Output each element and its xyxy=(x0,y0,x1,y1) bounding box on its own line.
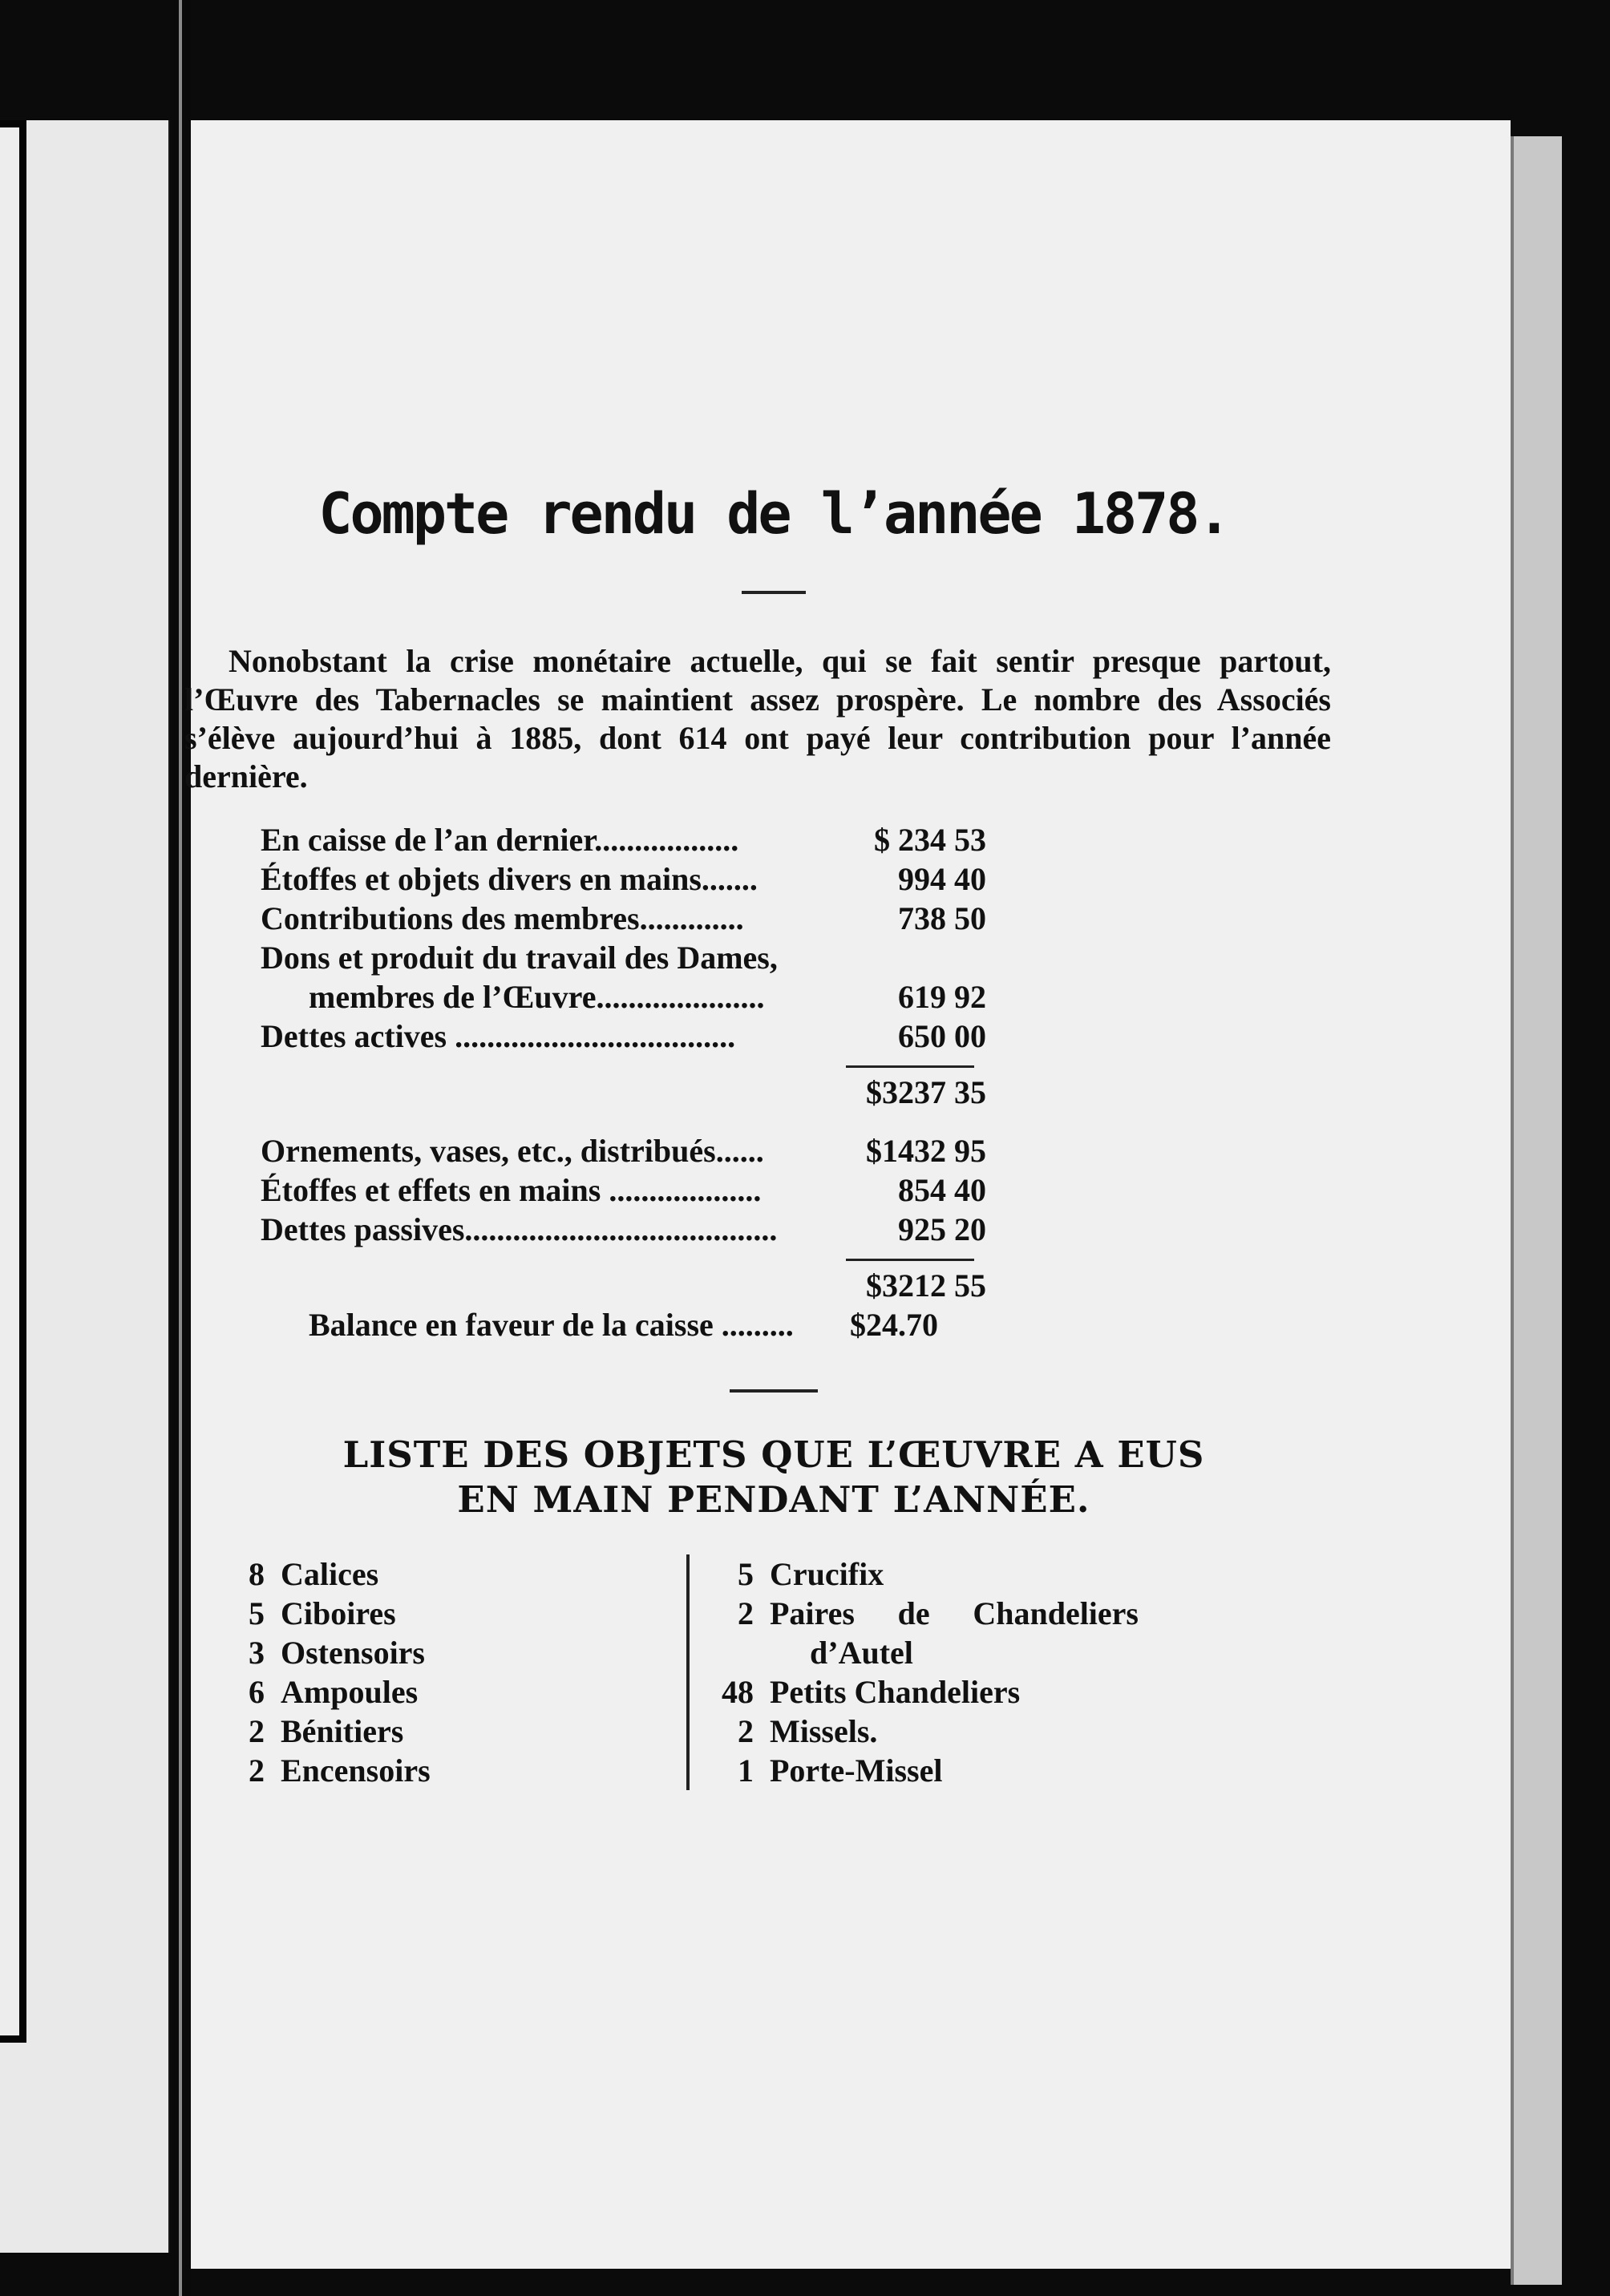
page-title: Compte rendu de l’année 1878. xyxy=(318,481,1229,547)
ledger-row xyxy=(216,820,1331,859)
ledger-amount: 854 40 xyxy=(898,1172,986,1208)
ledger-row xyxy=(216,1170,1331,1210)
item-quantity: 3 xyxy=(249,1635,265,1671)
item-quantity xyxy=(706,1633,770,1672)
expenses-total-row xyxy=(216,1266,1331,1305)
item-quantity: 48 xyxy=(722,1674,754,1710)
receipts-list xyxy=(216,820,1331,1056)
list-title-line: LISTE DES OBJETS QUE L’ŒUVRE A EUS xyxy=(342,1433,1205,1476)
list-title xyxy=(216,1433,1331,1522)
page-content xyxy=(184,353,1331,1790)
ledger-row xyxy=(216,1017,1331,1056)
item-quantity: 2 xyxy=(738,1595,754,1631)
ledger-label: Dettes actives ................................... xyxy=(261,1018,736,1054)
ledger-amount: 994 40 xyxy=(898,861,986,897)
ledger-row xyxy=(216,1131,1331,1170)
intro-paragraph: Nonobstant la crise monétaire actuelle, qui se fait sentir presque partout, l’Œuvre des Tabernacles se maintient assez prospère. Le nombre des Associés s’élève aujourd’hui à 1885, dont 614 ont payé leur contribution pour l’année dernière. xyxy=(184,643,1331,794)
ledger-amount: 619 92 xyxy=(898,979,986,1015)
ledger-label: Étoffes et objets divers en mains....... xyxy=(261,861,758,897)
list-item xyxy=(706,1594,1139,1633)
ledger-label: Dons et produit du travail des Dames, xyxy=(261,940,778,976)
ledger-amount: 650 00 xyxy=(898,1018,986,1054)
list-title-line: EN MAIN PENDANT L’ANNÉE. xyxy=(457,1478,1090,1521)
item-name: Ciboires xyxy=(281,1595,396,1631)
ledger xyxy=(216,820,1331,1345)
item-name: Bénitiers xyxy=(281,1713,404,1749)
ledger-amount xyxy=(842,938,986,977)
item-name: Encensoirs xyxy=(281,1752,431,1789)
title-rule xyxy=(742,591,806,594)
list-item xyxy=(216,1594,686,1633)
ledger-row xyxy=(216,899,1331,938)
ledger-amount: $1432 95 xyxy=(866,1133,986,1169)
receipts-total: $3237 35 xyxy=(866,1074,986,1110)
ledger-row xyxy=(216,859,1331,899)
item-name: Crucifix xyxy=(770,1556,884,1592)
ledger-label: membres de l’Œuvre..................... xyxy=(309,979,765,1015)
total-rule xyxy=(846,1259,974,1261)
ledger-label: Dettes passives....................................... xyxy=(261,1211,778,1247)
left-page-frame xyxy=(0,120,26,2043)
item-quantity: 8 xyxy=(249,1556,265,1592)
list-item xyxy=(216,1712,686,1751)
list-item xyxy=(706,1751,1139,1790)
page-edge xyxy=(1511,136,1562,2285)
list-item xyxy=(216,1633,686,1672)
total-rule xyxy=(846,1065,974,1068)
ledger-amount: $ 234 53 xyxy=(874,822,986,858)
item-name: Calices xyxy=(281,1556,379,1592)
item-quantity: 1 xyxy=(738,1752,754,1789)
item-quantity: 6 xyxy=(249,1674,265,1710)
list-item xyxy=(706,1712,1139,1751)
ledger-row xyxy=(216,977,1331,1017)
item-name: Missels. xyxy=(770,1713,878,1749)
item-name: Porte-Missel xyxy=(770,1752,943,1789)
expenses-total: $3212 55 xyxy=(866,1267,986,1304)
item-name: Paires de Chandeliers xyxy=(770,1595,1139,1631)
list-item xyxy=(216,1751,686,1790)
list-item xyxy=(706,1633,1139,1672)
list-item xyxy=(706,1554,1139,1594)
list-item xyxy=(216,1554,686,1594)
ledger-row xyxy=(216,1210,1331,1249)
ledger-row xyxy=(216,938,1331,977)
objects-column-left xyxy=(216,1554,690,1790)
objects-list xyxy=(216,1554,1331,1790)
item-name: Ampoules xyxy=(281,1674,419,1710)
expenses-list xyxy=(216,1131,1331,1249)
ledger-amount: 925 20 xyxy=(898,1211,986,1247)
book-binding xyxy=(170,0,191,2296)
ledger-amount: 738 50 xyxy=(898,900,986,936)
balance-row xyxy=(216,1305,1331,1345)
item-name: Petits Chandeliers xyxy=(770,1674,1021,1710)
ledger-label: Ornements, vases, etc., distribués...... xyxy=(261,1133,764,1169)
ledger-label: Contributions des membres............. xyxy=(261,900,744,936)
item-quantity: 5 xyxy=(738,1556,754,1592)
item-quantity: 2 xyxy=(249,1713,265,1749)
item-name: Ostensoirs xyxy=(281,1635,425,1671)
ledger-label: En caisse de l’an dernier.................. xyxy=(261,822,739,858)
balance-amount: $24.70 xyxy=(850,1307,938,1343)
balance-label: Balance en faveur de la caisse ......... xyxy=(309,1307,794,1343)
item-name: d’Autel xyxy=(810,1635,913,1671)
item-quantity: 2 xyxy=(249,1752,265,1789)
ledger-label: Étoffes et effets en mains ................... xyxy=(261,1172,762,1208)
item-quantity: 2 xyxy=(738,1713,754,1749)
item-quantity: 5 xyxy=(249,1595,265,1631)
section-rule xyxy=(730,1389,818,1393)
list-item xyxy=(216,1672,686,1712)
receipts-total-row xyxy=(216,1073,1331,1112)
list-item xyxy=(706,1672,1139,1712)
objects-column-right xyxy=(690,1554,1139,1790)
